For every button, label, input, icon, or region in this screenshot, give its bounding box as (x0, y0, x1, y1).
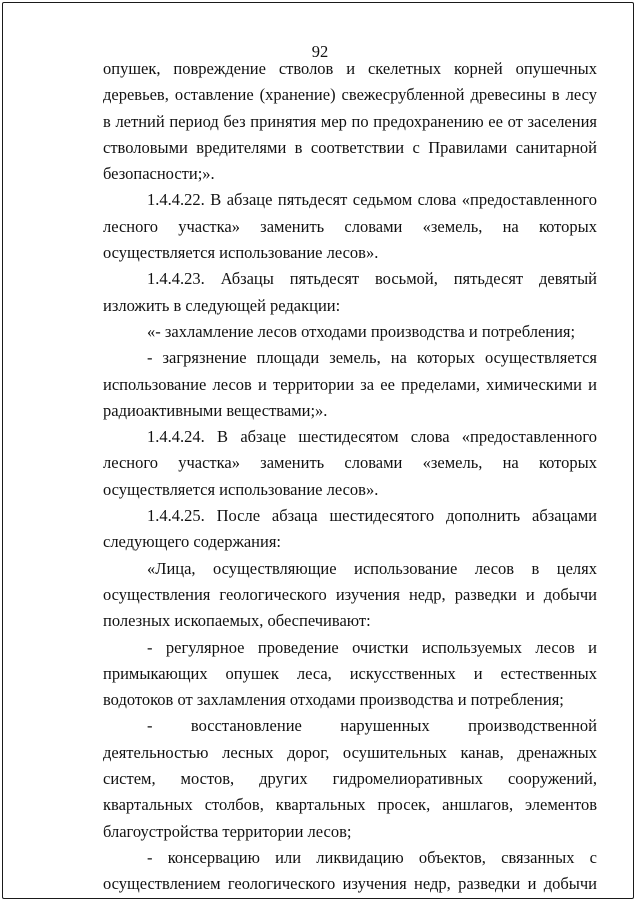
document-body (103, 56, 597, 898)
quoted-intro-forest-users: «Лица, осуществляющие использование лесов в целях осуществления геологического изучения недр, разведки и добычи полезных ископаемых, обеспечивают: (103, 558, 597, 631)
list-item-cleaning: - регулярное проведение очистки используемых лесов и примыкающих опушек леса, искусственных и естественных водотоков от захламления отходами производства и потребления; (103, 637, 597, 710)
paragraph-continuation: опушек, повреждение стволов и скелетных корней опушечных деревьев, оставление (хранение) свежесрубленной древесины в лесу в летний период без принятия мер по предохранению ее от заселения стволовыми вредителями в соответствии с Правилами санитарной безопасности;». (103, 59, 597, 184)
quoted-item-pollution-waste: «- захламление лесов отходами производства и потребления; (147, 321, 576, 341)
paragraph-1-4-4-22: 1.4.4.22. В абзаце пятьдесят седьмом слова «предоставленного лесного участка» заменить словами «земель, на которых осуществляется использование лесов». (103, 190, 597, 263)
paragraph-1-4-4-25: 1.4.4.25. После абзаца шестидесятого дополнить абзацами следующего содержания: (103, 506, 597, 552)
paragraph-1-4-4-23: 1.4.4.23. Абзацы пятьдесят восьмой, пятьдесят девятый изложить в следующей редакции: (103, 269, 597, 315)
quoted-item-chemical-contamination: - загрязнение площади земель, на которых осуществляется использование лесов и территории за ее пределами, химическими и радиоактивными веществами;». (103, 348, 597, 420)
paragraph-1-4-4-24: 1.4.4.24. В абзаце шестидесятом слова «предоставленного лесного участка» заменить словами «земель, на которых осуществляется использование лесов». (103, 427, 597, 499)
list-item-conservation: - консервацию или ликвидацию объектов, связанных с осуществлением геологического изучения недр, разведки и добычи (103, 847, 597, 894)
list-item-restoration: - восстановление нарушенных производственной деятельностью лесных дорог, осушительных канав, дренажных систем, мостов, других гидромелиоративных сооружений, квартальных столбов, квартальных просек, аншлагов, элементов благоустройства территории лесов; (103, 716, 597, 841)
page-number: 92 (311, 42, 329, 61)
